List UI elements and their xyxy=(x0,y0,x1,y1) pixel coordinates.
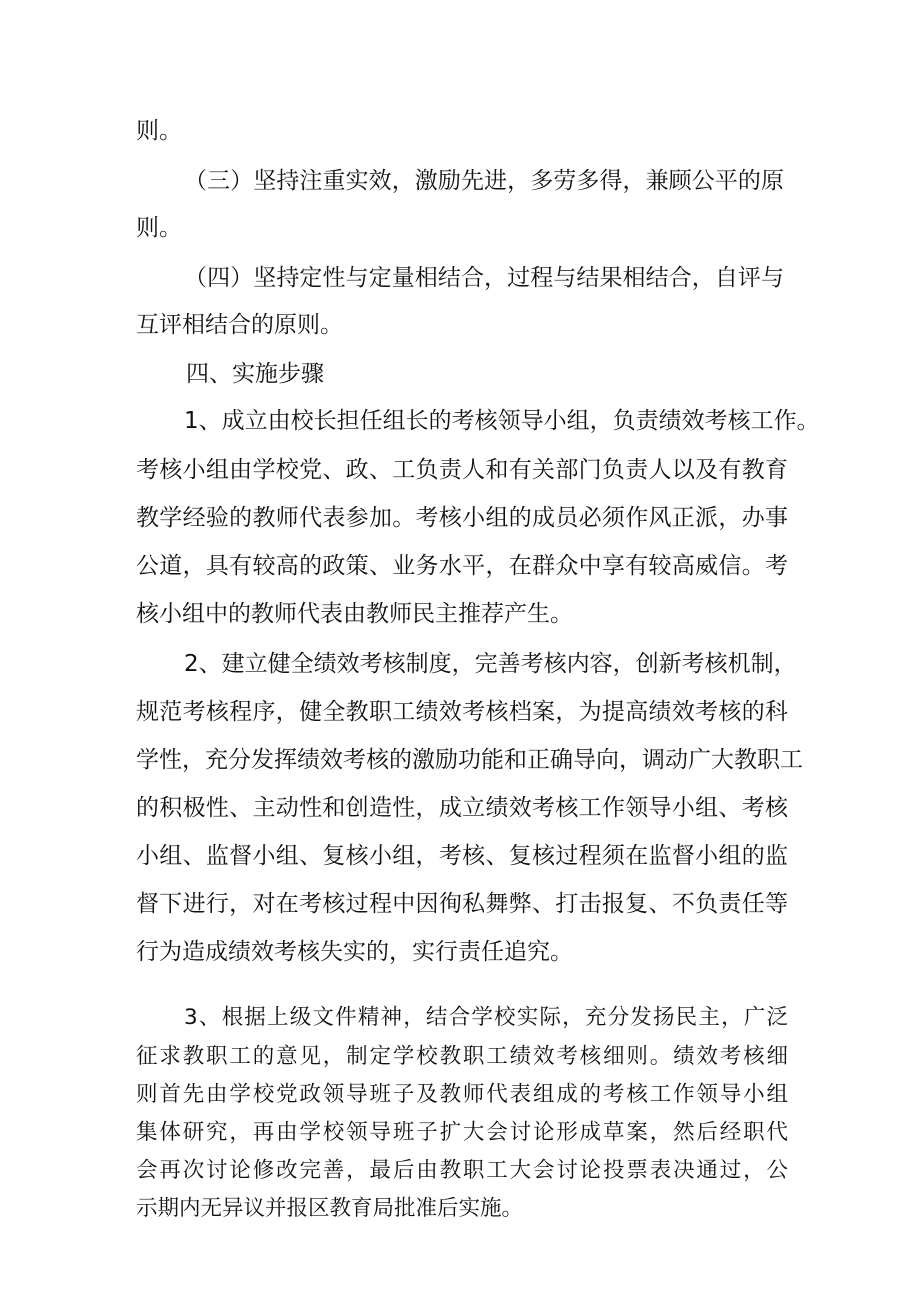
text-line: 的积极性、主动性和创造性，成立绩效考核工作领导小组、考核 xyxy=(136,795,788,821)
text-line: 则。 xyxy=(136,215,182,241)
text-line: 1、成立由校长担任组长的考核领导小组，负责绩效考核工作。 xyxy=(184,408,820,434)
text-line: 规范考核程序，健全教职工绩效考核档案，为提高绩效考核的科 xyxy=(136,699,788,725)
text-line: 核小组中的教师代表由教师民主推荐产生。 xyxy=(136,601,573,627)
text-line: 则首先由学校党政领导班子及教师代表组成的考核工作领导小组 xyxy=(136,1082,788,1107)
text-line: 示期内无异议并报区教育局批准后实施。 xyxy=(136,1196,524,1221)
text-line: 督下进行，对在考核过程中因徇私舞弊、打击报复、不负责任等 xyxy=(136,891,788,917)
text-line: 集体研究，再由学校领导班子扩大会讨论形成草案，然后经职代 xyxy=(136,1120,788,1145)
text-line: 考核小组由学校党、政、工负责人和有关部门负责人以及有教育 xyxy=(136,457,788,483)
text-line: 征求教职工的意见，制定学校教职工绩效考核细则。绩效考核细 xyxy=(136,1044,788,1069)
text-line: 2、建立健全绩效考核制度，完善考核内容，创新考核机制， xyxy=(184,651,797,677)
text-line: 教学经验的教师代表参加。考核小组的成员必须作风正派，办事 xyxy=(136,505,788,531)
text-line: 行为造成绩效考核失实的，实行责任追究。 xyxy=(136,939,573,965)
text-line: 小组、监督小组、复核小组，考核、复核过程须在监督小组的监 xyxy=(136,843,788,869)
text-line: 公道，具有较高的政策、业务水平，在群众中享有较高威信。考 xyxy=(136,553,788,579)
text-line: 学性，充分发挥绩效考核的激励功能和正确导向，调动广大教职工 xyxy=(136,747,803,773)
text-line: 会再次讨论修改完善，最后由教职工大会讨论投票表决通过，公 xyxy=(136,1158,788,1183)
text-line: 3、根据上级文件精神，结合学校实际，充分发扬民主，广泛 xyxy=(184,1005,788,1030)
text-line: 互评相结合的原则。 xyxy=(136,312,343,338)
text-line: 则。 xyxy=(136,118,182,144)
section-heading: 四、实施步骤 xyxy=(186,361,324,387)
text-line: （三）坚持注重实效，激励先进，多劳多得，兼顾公平的原 xyxy=(184,168,784,194)
text-line: （四）坚持定性与定量相结合，过程与结果相结合，自评与 xyxy=(184,265,784,291)
